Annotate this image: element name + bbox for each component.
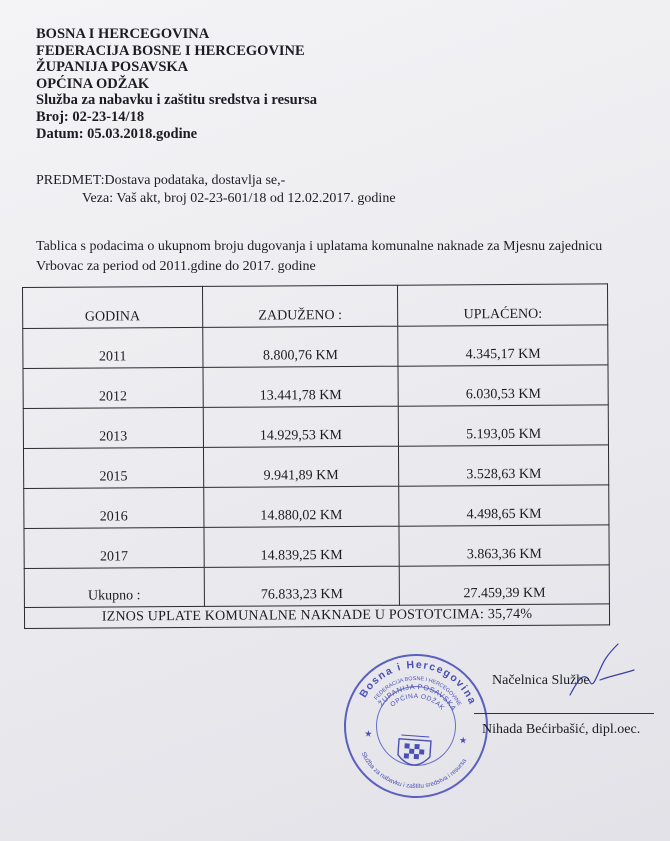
- cell-year: 2015: [23, 447, 203, 488]
- reference-line: Veza: Vaš akt, broj 02-23-601/18 od 12.02.2017. godine: [82, 191, 396, 206]
- payment-percentage: IZNOS UPLATE KOMUNALNE NAKNADE U POSTOTCIMA: 35,74%: [24, 604, 609, 629]
- cell-paid: 6.030,53 KM: [398, 365, 608, 406]
- table-row: [23, 325, 608, 369]
- intro-paragraph: Tablica s podacima o ukupnom broju dugovanja i uplatama komunalne naknade za Mjesnu zajednicu Vrbovac za period od 2011.gdine do 2017. godine: [36, 239, 603, 274]
- letterhead-country: BOSNA I HERCEGOVINA: [36, 26, 210, 42]
- total-charged: 76.833,23 KM: [204, 566, 400, 606]
- header-charged: ZADUŽENO :: [202, 285, 398, 327]
- letterhead-municipality: OPĆINA ODŽAK: [36, 75, 150, 92]
- cell-year: 2017: [24, 527, 204, 568]
- cell-charged: 9.941,89 KM: [203, 446, 399, 487]
- letterhead-department: Služba za nabavku i zaštitu sredstva i resursa: [36, 92, 318, 109]
- subject-line: PREDMET:Dostava podataka, dostavlja se,-: [36, 173, 286, 188]
- stamp-bottom-text: Služba za nabavku i zaštitu sredstva i resursa: [359, 750, 469, 791]
- cell-year: 2013: [23, 407, 203, 448]
- signatory-name: Nihada Bećirbašić, dipl.oec.: [482, 722, 641, 737]
- stamp-text-ring: [341, 651, 490, 800]
- table-row: [24, 525, 609, 569]
- stamp-top-text: Bosna i Hercegovina: [357, 658, 479, 707]
- table-summary-row: [24, 604, 609, 629]
- signatory-role: Načelnica Službe: [492, 673, 590, 688]
- coat-of-arms-icon: [397, 735, 431, 766]
- table-row: [23, 445, 608, 489]
- svg-text:Služba za nabavku i zaštitu sr: [357, 750, 468, 794]
- stamp-ring4-text: OPĆINA ODŽAK: [389, 692, 446, 712]
- official-stamp: [339, 649, 493, 803]
- cell-paid: 5.193,05 KM: [399, 405, 609, 446]
- cell-charged: 14.839,25 KM: [204, 526, 400, 567]
- cell-charged: 14.929,53 KM: [203, 406, 399, 447]
- cell-year: 2012: [23, 367, 203, 408]
- stamp-ring2-text: FEDERACIJA BOSNE I HERCEGOVINE: [373, 675, 463, 707]
- stamp-ring3-text: ŽUPANIJA POSAVSKA: [376, 681, 459, 713]
- stamp-star-right-icon: ★: [458, 735, 468, 746]
- table-row: [23, 405, 608, 449]
- cell-paid: 4.498,65 KM: [399, 485, 609, 526]
- stamp-star-left-icon: ★: [364, 728, 373, 739]
- cell-paid: 3.863,36 KM: [399, 525, 609, 566]
- payments-table: [22, 283, 610, 629]
- subject-block: [36, 172, 396, 208]
- letterhead-date: Datum: 05.03.2018.godine: [36, 125, 198, 142]
- cell-paid: 4.345,17 KM: [398, 325, 608, 366]
- table-total-row: [24, 565, 609, 608]
- letterhead-county: ŽUPANIJA POSAVSKA: [36, 59, 189, 76]
- letterhead-number: Broj: 02-23-14/18: [36, 108, 145, 125]
- cell-year: 2016: [24, 487, 204, 528]
- table-row: [23, 365, 608, 409]
- cell-charged: 13.441,78 KM: [203, 366, 399, 407]
- cell-year: 2011: [23, 327, 203, 368]
- letterhead-federation: FEDERACIJA BOSNE I HERCEGOVINE: [36, 42, 305, 59]
- table-row: [24, 485, 609, 529]
- total-label: Ukupno :: [24, 567, 204, 607]
- header-year: GODINA: [23, 286, 203, 328]
- letterhead: [36, 26, 317, 142]
- cell-charged: 14.880,02 KM: [203, 486, 399, 527]
- header-paid: UPLAĆENO:: [398, 284, 608, 326]
- cell-charged: 8.800,76 KM: [202, 326, 398, 367]
- total-paid: 27.459,39 KM: [400, 565, 610, 605]
- cell-paid: 3.528,63 KM: [399, 445, 609, 486]
- table-header-row: [23, 284, 608, 329]
- signature-line: [474, 713, 654, 714]
